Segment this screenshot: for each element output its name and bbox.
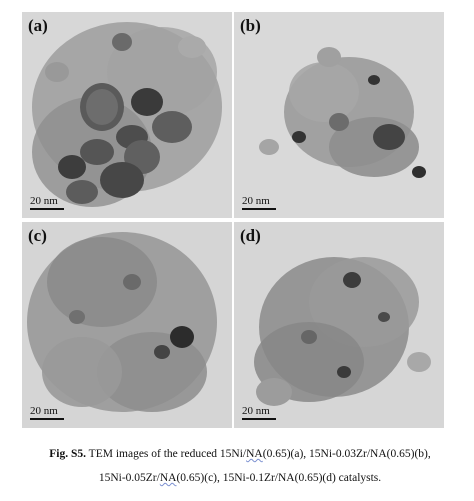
tem-panel-c [22, 222, 232, 428]
tem-panel-d [234, 222, 444, 428]
tem-image-d [234, 222, 444, 428]
tem-panel-a [22, 12, 232, 218]
scale-bar-label-d: 20 nm [242, 405, 270, 417]
panel-label-c: (c) [28, 226, 47, 245]
panel-label-a: (a) [28, 16, 48, 35]
caption-text-1b: (0.65)(a), 15Ni-0.03Zr/NA(0.65)(b), [262, 448, 431, 460]
scale-bar-label-b: 20 nm [242, 195, 270, 207]
scale-bar-d [242, 406, 286, 420]
panel-label-b: (b) [240, 16, 261, 35]
caption-figure-number: Fig. S5. [49, 448, 87, 460]
tem-image-a [22, 12, 232, 218]
caption-na-1: NA [246, 448, 263, 460]
scale-bar-a [30, 196, 74, 210]
caption-line-2 [20, 466, 460, 490]
caption-line-1 [20, 442, 460, 466]
scale-bar-label-a: 20 nm [30, 195, 58, 207]
caption-text-2b: (0.65)(c), 15Ni-0.1Zr/NA(0.65)(d) catalysts. [176, 472, 382, 484]
scale-bar-label-c: 20 nm [30, 405, 58, 417]
tem-image-c [22, 222, 232, 428]
caption-text-1a: TEM images of the reduced 15Ni/ [86, 448, 247, 460]
panel-label-d: (d) [240, 226, 261, 245]
scale-bar-line-c [30, 418, 64, 420]
scale-bar-b [242, 196, 286, 210]
scale-bar-c [30, 406, 74, 420]
tem-panel-b [234, 12, 444, 218]
tem-image-b [234, 12, 444, 218]
figure-caption [20, 442, 460, 490]
caption-na-2: NA [159, 472, 177, 484]
scale-bar-line-d [242, 418, 276, 420]
scale-bar-line-b [242, 208, 276, 210]
caption-text-2a: 15Ni-0.05Zr/ [98, 472, 160, 484]
scale-bar-line-a [30, 208, 64, 210]
